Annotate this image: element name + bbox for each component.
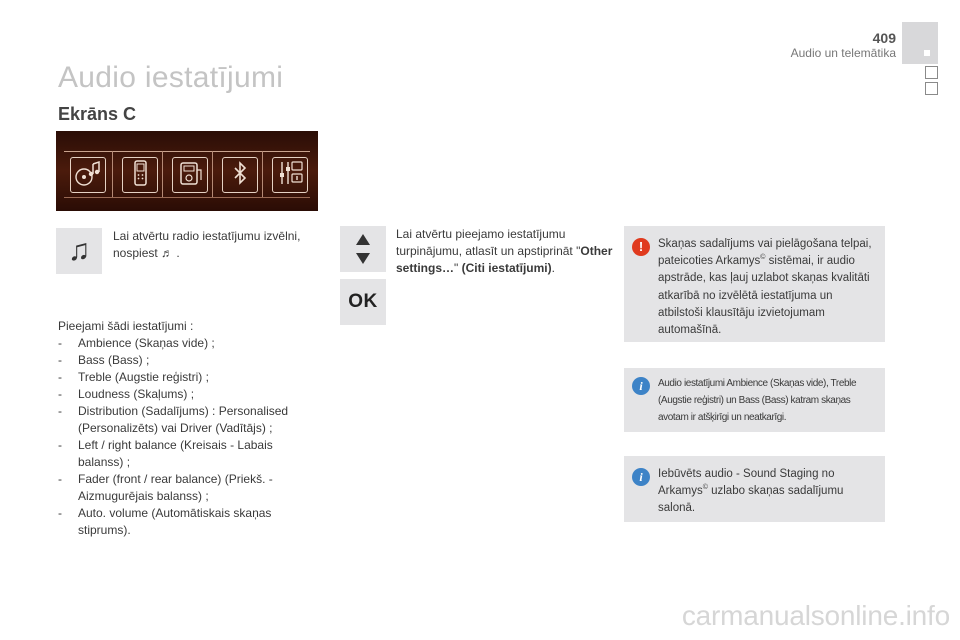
copyright-mark: ©: [760, 254, 766, 262]
page-title: Audio iestatījumi: [58, 61, 284, 94]
arrow-up-icon: [356, 234, 370, 245]
chapter-box-2: [925, 82, 938, 95]
music-note-disc-icon: [70, 157, 106, 193]
bluetooth-icon: [222, 157, 258, 193]
info-note-text: Audio iestatījumi Ambience (Skaņas vide), Treble (Augstie reģistri) un Bass (Bass) katram skaņas avotam ir atšķirīgi un neatkarīgi.: [658, 378, 857, 423]
note1-text-b: sistēmai, ir audio apstrāde, kas ļauj uzlabot skaņas kvalitāti atkarībā no izvēlētā iestatījuma un atbilstoši klausītāju izvietojumam automašīnā.: [658, 255, 870, 337]
phone-icon: [122, 157, 158, 193]
screen-top-line: [64, 151, 310, 152]
quote-open: ": [576, 244, 581, 258]
music-button-icon: [56, 228, 102, 274]
list-item: - Left / right balance (Kreisais - Labais balanss) ;: [58, 437, 318, 471]
screen-bottom-line: [64, 197, 310, 198]
display-screen-image: [56, 131, 318, 211]
info-note-arkamys: [624, 456, 885, 522]
page-number: 409: [872, 30, 896, 46]
other-settings-label: Other settings…: [396, 244, 613, 275]
music-symbol-icon: ♬: [161, 246, 174, 260]
chapter-tab-marker: [924, 50, 930, 56]
settings-sliders-icon: [272, 157, 308, 193]
copyright-mark: ©: [702, 484, 708, 491]
settings-list: [58, 335, 318, 539]
quote-close: ": [454, 261, 459, 275]
warning-note-text: [658, 236, 875, 339]
screen-separator: [262, 151, 263, 197]
list-item: - Distribution (Sadalījums) : Personalised (Personalizēts) vai Driver (Vadītājs) ;: [58, 403, 318, 437]
list-item: - Fader (front / rear balance) (Priekš. - Aizmugurējais balanss) ;: [58, 471, 318, 505]
watermark: carmanualsonline.info: [681, 600, 950, 631]
step1-instruction: [113, 228, 323, 262]
step2-text: Lai atvērtu pieejamo iestatījumu turpinājumu, atlasīt un apstiprināt: [396, 227, 573, 258]
list-item: - Bass (Bass) ;: [58, 352, 318, 369]
chapter-tab: [902, 22, 938, 64]
section-title: Audio un telemātika: [790, 46, 896, 60]
list-item: - Loudness (Skaļums) ;: [58, 386, 318, 403]
other-settings-translation: (Citi iestatījumi): [461, 261, 552, 275]
screen-separator: [112, 151, 113, 197]
screen-separator: [162, 151, 163, 197]
step1-text: Lai atvērtu radio iestatījumu izvēlni, nospiest: [113, 229, 301, 260]
screen-separator: [212, 151, 213, 197]
warning-note: [624, 226, 885, 342]
info-note-settings: [624, 368, 885, 432]
note3-text-a: Iebūvēts audio - Sound Staging no Arkamys: [658, 468, 835, 497]
settings-intro: Pieejami šādi iestatījumi :: [58, 319, 194, 333]
info-icon: i: [632, 377, 650, 395]
chapter-box-1: [925, 66, 938, 79]
list-item: - Treble (Augstie reģistri) ;: [58, 369, 318, 386]
info-note-text: [658, 466, 875, 517]
list-item: - Ambience (Skaņas vide) ;: [58, 335, 318, 352]
note3-text-b: uzlabo skaņas sadalījumu salonā.: [658, 485, 844, 514]
music-note-icon: ♫: [67, 234, 91, 267]
step2-end: .: [551, 261, 555, 275]
list-item: - Auto. volume (Automātiskais skaņas stiprums).: [58, 505, 318, 539]
page-subtitle: Ekrāns C: [58, 104, 137, 124]
up-down-arrows-icon: [340, 226, 386, 272]
ok-button-icon: [340, 279, 386, 325]
warning-icon: !: [632, 238, 650, 256]
info-icon: i: [632, 468, 650, 486]
ok-label: OK: [348, 291, 378, 312]
step1-end: .: [176, 246, 180, 260]
note1-text-a: Skaņas sadalījums vai pielāgošana telpai, pateicoties Arkamys: [658, 238, 872, 268]
step2-instruction: [396, 226, 618, 277]
media-player-icon: [172, 157, 208, 193]
arrow-down-icon: [356, 253, 370, 264]
